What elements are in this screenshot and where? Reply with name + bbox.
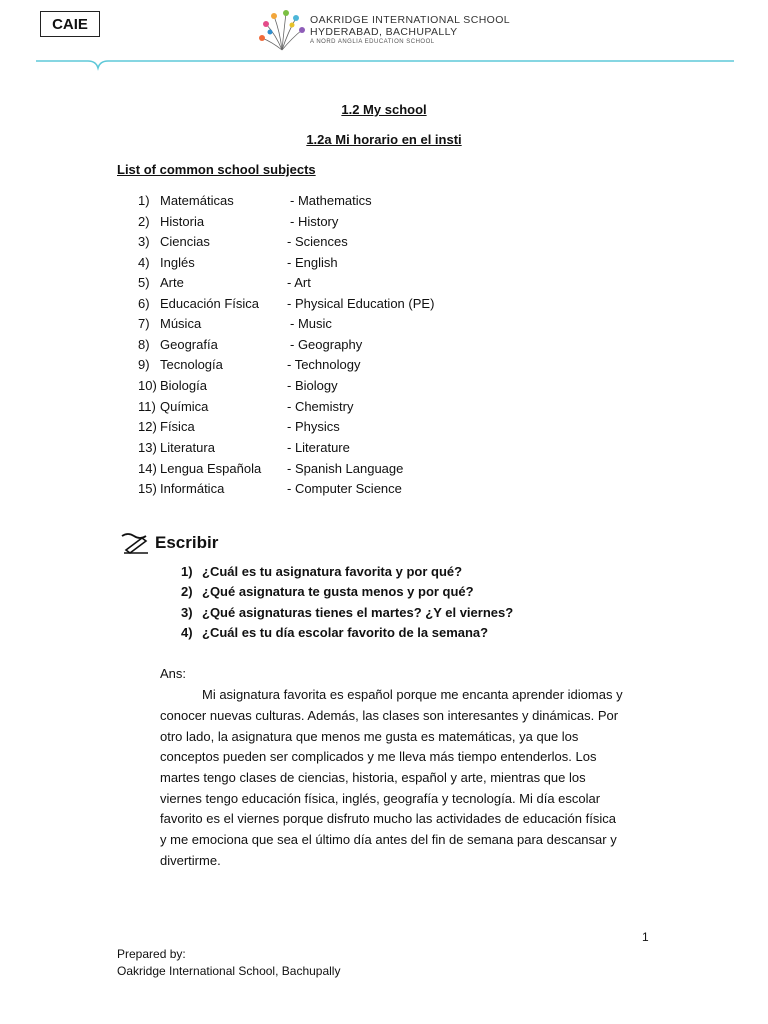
page-subtitle: 1.2a Mi horario en el insti: [306, 132, 462, 147]
list-item: 4) Inglés - English: [138, 255, 338, 270]
list-item: 5) Arte - Art: [138, 275, 311, 290]
list-item: 10) Biología - Biology: [138, 378, 338, 393]
list-item: 7) Música - Music: [138, 316, 332, 331]
school-location: HYDERABAD, BACHUPALLY: [310, 26, 458, 38]
answer-label: Ans:: [160, 666, 187, 681]
list-item: 8) Geografía - Geography: [138, 337, 363, 352]
school-name: OAKRIDGE INTERNATIONAL SCHOOL: [310, 14, 511, 26]
page-title: 1.2 My school: [341, 102, 427, 117]
list-item: 9) Tecnología - Technology: [138, 357, 361, 372]
page-number: 1: [642, 930, 649, 944]
list-item: 12) Física - Physics: [138, 419, 340, 434]
answer-line: viernes tengo educación física, inglés, geografía y tecnología. Mi día escolar: [160, 791, 601, 806]
answer-line: Mi asignatura favorita es español porque me encanta aprender idiomas y: [202, 687, 623, 702]
list-item: 14) Lengua Española - Spanish Language: [138, 461, 404, 476]
writing-pencil-icon: [120, 530, 150, 554]
school-tagline: A NORD ANGLIA EDUCATION SCHOOL: [310, 39, 435, 45]
answer-line: favorito es el viernes porque disfruto mucho las actividades de educación física: [160, 811, 616, 826]
list-item: 2) Historia - History: [138, 214, 339, 229]
caie-badge: CAIE: [40, 11, 100, 37]
list-item: 11) Química - Chemistry: [138, 399, 354, 414]
answer-line: y me emociona que sea el último día antes del fin de semana para descansar y: [160, 832, 617, 847]
answer-line: divertirme.: [160, 853, 221, 868]
list-item: 13) Literatura - Literature: [138, 440, 350, 455]
answer-line: otro lado, la asignatura que menos me gusta es matemáticas, ya que los: [160, 729, 579, 744]
prepared-by-value: Oakridge International School, Bachupally: [117, 964, 341, 978]
list-item: 1) Matemáticas - Mathematics: [138, 193, 372, 208]
list-item: 6) Educación Física - Physical Education (PE): [138, 296, 435, 311]
answer-line: conocer nuevas culturas. Además, las clases son interesantes y dinámicas. Por: [160, 708, 619, 723]
header-divider: [36, 58, 734, 78]
list-item: 15) Informática - Computer Science: [138, 481, 402, 496]
list-heading: List of common school subjects: [117, 162, 316, 177]
prepared-by-label: Prepared by:: [117, 947, 186, 961]
answer-line: martes tengo clases de ciencias, historia, español y arte, mientras que los: [160, 770, 586, 785]
escribir-heading: Escribir: [155, 533, 219, 552]
answer-line: conceptos pueden ser complicados y me lleva más tiempo entenderlos. Los: [160, 749, 597, 764]
list-item: 3) Ciencias - Sciences: [138, 234, 348, 249]
